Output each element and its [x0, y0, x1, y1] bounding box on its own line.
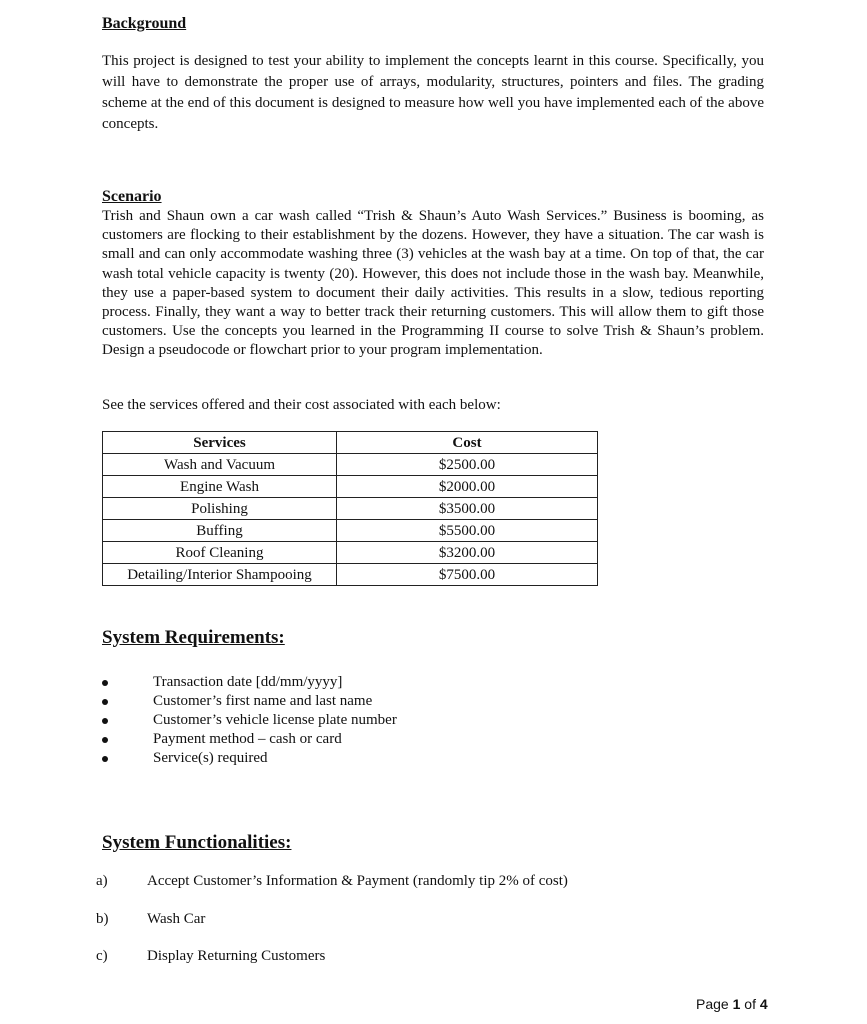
item-letter: a)	[96, 873, 108, 889]
list-item	[96, 871, 568, 909]
requirement-text: Service(s) required	[153, 750, 268, 766]
requirement-text: Customer’s first name and last name	[153, 693, 373, 709]
page-word: Page	[696, 996, 729, 1012]
functionality-text: Accept Customer’s Information & Payment (randomly tip 2% of cost)	[147, 873, 568, 889]
system-functionalities-heading: System Functionalities:	[102, 832, 292, 853]
bullet-icon	[102, 756, 108, 762]
service-name-cell: Buffing	[103, 520, 337, 542]
service-cost-cell: $2000.00	[337, 476, 598, 498]
list-item	[102, 711, 397, 730]
bullet-icon	[102, 680, 108, 686]
requirements-list	[102, 673, 397, 768]
service-cost-cell: $3500.00	[337, 498, 598, 520]
table-row	[103, 520, 598, 542]
requirement-text: Transaction date [dd/mm/yyyy]	[153, 674, 343, 690]
requirement-text: Payment method – cash or card	[153, 731, 342, 747]
services-table	[102, 431, 598, 586]
service-cost-cell: $3200.00	[337, 542, 598, 564]
bullet-icon	[102, 718, 108, 724]
functionalities-list	[96, 871, 568, 984]
table-header-row	[103, 432, 598, 454]
list-item	[102, 692, 397, 711]
bullet-icon	[102, 699, 108, 705]
service-name-cell: Polishing	[103, 498, 337, 520]
services-intro: See the services offered and their cost associated with each below:	[102, 397, 501, 413]
list-item	[102, 749, 397, 768]
of-word: of	[744, 996, 756, 1012]
table-row	[103, 498, 598, 520]
table-row	[103, 454, 598, 476]
service-cost-cell: $5500.00	[337, 520, 598, 542]
table-row	[103, 542, 598, 564]
functionality-text: Wash Car	[147, 910, 206, 927]
item-letter: c)	[96, 948, 108, 964]
current-page-number: 1	[732, 996, 741, 1012]
list-item	[96, 909, 568, 947]
service-name-cell: Detailing/Interior Shampooing	[103, 564, 337, 586]
total-pages-number: 4	[759, 996, 768, 1012]
item-letter: b)	[96, 910, 109, 927]
page-number-footer	[696, 996, 768, 1012]
service-cost-cell: $7500.00	[337, 564, 598, 586]
service-name-cell: Wash and Vacuum	[103, 454, 337, 476]
service-cost-cell: $2500.00	[337, 454, 598, 476]
table-row	[103, 564, 598, 586]
list-item	[96, 946, 568, 984]
system-requirements-heading: System Requirements:	[102, 627, 285, 648]
background-paragraph: This project is designed to test your ability to implement the concepts learnt in this course. Specifically, you will have to demonstrate the proper use of arrays, modularity, structures, pointers and files. The grading scheme at the end of this document is designed to measure how well you have implemented each of the above concepts.	[102, 53, 764, 132]
table-row	[103, 476, 598, 498]
background-heading: Background	[102, 15, 187, 32]
cost-column-header: Cost	[337, 432, 598, 454]
requirement-text: Customer’s vehicle license plate number	[153, 712, 397, 728]
scenario-heading: Scenario	[102, 188, 162, 205]
service-name-cell: Engine Wash	[103, 476, 337, 498]
scenario-paragraph: Trish and Shaun own a car wash called “Trish & Shaun’s Auto Wash Services.” Business is booming, as customers are flocking to their establishment by the dozens. However, they have a situation. The car wash is small and can only accommodate washing three (3) vehicles at the wash bay at a time. On top of that, the car wash total vehicle capacity is twenty (20). However, this does not include those in the wash bay. Meanwhile, they use a paper-based system to document their daily activities. This results in a slow, tedious reporting process. Finally, they want a way to better track their returning customers. This will allow them to gift those customers. Use the concepts you learned in the Programming II course to solve Trish & Shaun’s problem. Design a pseudocode or flowchart prior to your program implementation.	[102, 208, 764, 359]
services-column-header: Services	[103, 432, 337, 454]
bullet-icon	[102, 737, 108, 743]
functionality-text: Display Returning Customers	[147, 948, 326, 964]
list-item	[102, 730, 397, 749]
list-item	[102, 673, 397, 692]
service-name-cell: Roof Cleaning	[103, 542, 337, 564]
